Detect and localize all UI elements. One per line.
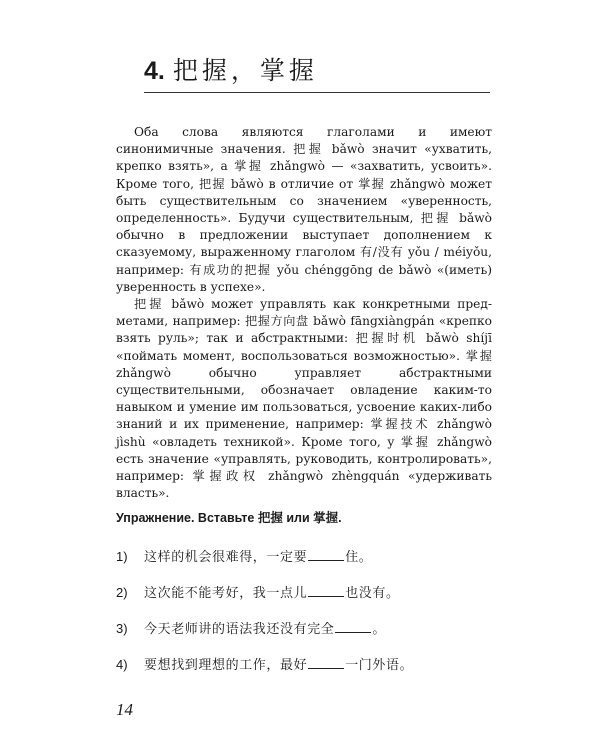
exercise-item xyxy=(116,654,492,690)
item-text-before: 这样的机会很难得，一定要 xyxy=(144,550,308,565)
body-text xyxy=(116,124,492,502)
item-text-before: 今天老师讲的语法我还没有完全 xyxy=(144,622,335,637)
exercise-connector: или xyxy=(286,511,310,525)
exercise-item xyxy=(116,618,492,654)
item-text-after: 也没有。 xyxy=(345,586,400,601)
fill-blank[interactable] xyxy=(308,657,344,669)
item-number: 3) xyxy=(116,621,128,636)
exercise-end: . xyxy=(338,511,342,525)
item-text-after: 。 xyxy=(372,622,387,637)
paragraph: Оба слова являются глаголами и имеют синонимичные значения. 把握 bǎwò значит «ухватить, крепко взять», а 掌握 zhǎngwò — «захватить, усвоить». Кроме того, 把握 bǎwò в отличие от 掌握 zhǎngwò может быть существительным со значением «уверенность, определенность». Будучи существительным, 把握 bǎwò обычно в предложении выступает дополнением к сказуемому, выраженному глаголом 有/没有 yǒu / méiyǒu, например: 有成功的把握 yǒu chénggōng de bǎwò «(иметь) уверенность в успехе». xyxy=(116,125,492,294)
item-text-before: 要想找到理想的工作，最好 xyxy=(144,658,308,673)
section-number: 4. xyxy=(144,57,165,85)
exercise-word-2: 掌握 xyxy=(313,510,339,525)
item-text-before: 这次能不能考好，我一点儿 xyxy=(144,586,308,601)
item-number: 4) xyxy=(116,657,128,672)
fill-blank[interactable] xyxy=(308,549,344,561)
paragraph: 把握 bǎwò может управлять как конкретными предметами, например: 把握方向盘 bǎwò fāngxiàngpán «крепко взять руль»; так и абстрактными: 把握时机 bǎwò shíjī «поймать момент, воспользоваться возможностью». 掌握 zhǎngwò обычно управляет абстрактными существительными, обозначает овладение каким-то навыком и умение им пользоваться, усвоение каких-либо знаний и их применение, например: 掌握技术 zhǎngwò jìshù «овладеть техникой». Кроме того, у 掌握 zhǎngwò есть значение «управлять, руководить, контролировать», например: 掌握政权 zhǎngwò zhèngquán «удерживать власть». xyxy=(116,297,492,501)
exercise-item xyxy=(116,546,492,582)
exercise-word-1: 把握 xyxy=(257,510,283,525)
section-title: 把握，掌握 xyxy=(172,56,318,85)
fill-blank[interactable] xyxy=(308,585,344,597)
item-text-after: 住。 xyxy=(345,550,373,565)
exercise-title xyxy=(116,508,492,526)
page-number: 14 xyxy=(116,700,133,719)
item-number: 1) xyxy=(116,549,128,564)
exercise-list xyxy=(116,546,492,690)
exercise-item xyxy=(116,582,492,618)
item-text-after: 一门外语。 xyxy=(345,658,414,673)
item-number: 2) xyxy=(116,585,128,600)
fill-blank[interactable] xyxy=(335,621,371,633)
exercise-label: Упражнение. Вставьте xyxy=(116,511,255,525)
section-heading xyxy=(144,56,490,93)
